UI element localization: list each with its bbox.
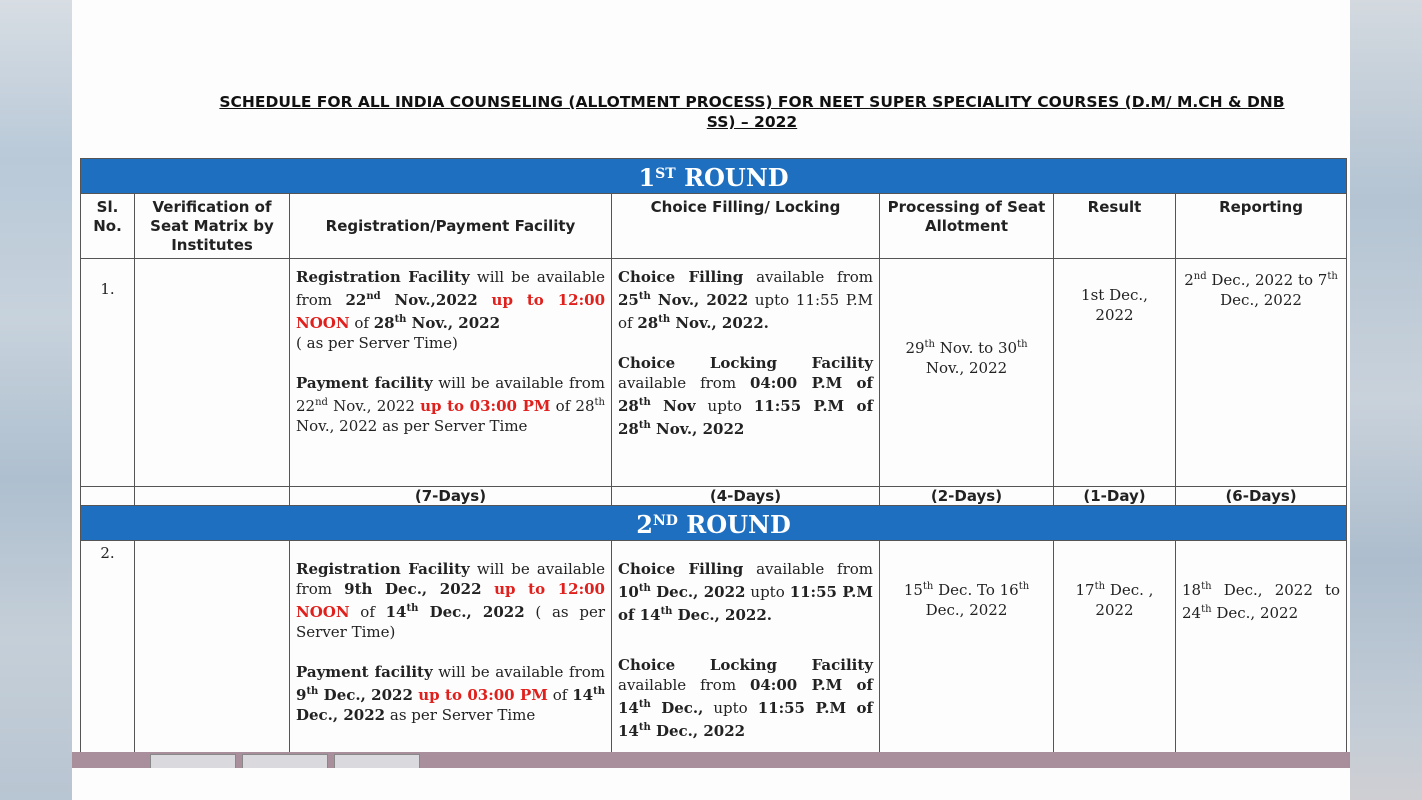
taskbar [72, 752, 1350, 768]
round-2-row [81, 541, 1347, 771]
round-1-ordinal-suffix: ST [655, 166, 676, 182]
days-processing: (2-Days) [880, 487, 1054, 506]
round-1-sl-cell [81, 259, 135, 487]
round-2-reg-cell [290, 541, 612, 771]
round-1-reg-cell [290, 259, 612, 487]
round-1-processing-text: 29th Nov. to 30th Nov., 2022 [905, 339, 1028, 377]
round-2-payment-text: Payment facility will be available from 9th Dec., 2022 up to 03:00 PM of 14th Dec., 2022 as per Server Time [296, 663, 606, 724]
round-1-choice-locking-text: Choice Locking Facility available from 04:00 P.M of 28th Nov upto 11:55 P.M of 28th Nov., 2022 [618, 354, 874, 438]
round-2-reporting-cell [1176, 541, 1347, 771]
header-row [81, 194, 1347, 259]
round-2-label: ROUND [686, 510, 791, 539]
round-1-ordinal: 1 [638, 163, 656, 192]
round-1-bar [81, 159, 1347, 194]
round-1-result-cell [1054, 259, 1176, 487]
title-line-2: SS) – 2022 [706, 113, 798, 131]
round-1-verification-cell [135, 259, 290, 487]
header-processing: Processing of Seat Allotment [880, 194, 1054, 259]
round-2-processing-text: 15th Dec. To 16th Dec., 2022 [903, 581, 1030, 619]
days-reporting: (6-Days) [1176, 487, 1347, 506]
round-2-choice-cell [612, 541, 880, 771]
round-1-choice-cell [612, 259, 880, 487]
round-2-sl-cell [81, 541, 135, 771]
round-1-label: ROUND [684, 163, 789, 192]
round-2-bar [81, 506, 1347, 541]
header-result: Result [1054, 194, 1176, 259]
round-1-sl: 1. [100, 280, 115, 298]
header-choice: Choice Filling/ Locking [612, 194, 880, 259]
page-bottom-margin [72, 768, 1350, 800]
round-2-choice-filling-text: Choice Filling available from 10th Dec., 2022 upto 11:55 P.M of 14th Dec., 2022. [618, 560, 873, 624]
header-verification: Verification of Seat Matrix by Institutes [135, 194, 290, 259]
round-1-result-text: 1st Dec., 2022 [1081, 286, 1148, 324]
title-line-1: SCHEDULE FOR ALL INDIA COUNSELING (ALLOTMENT PROCESS) FOR NEET SUPER SPECIALITY COURSES (D.M/ M.CH & DNB [219, 93, 1285, 111]
round-2-ordinal: 2 [636, 510, 653, 539]
schedule-table-wrap [80, 158, 1346, 771]
round-2-reporting-text: 18th Dec., 2022 to 24th Dec., 2022 [1182, 581, 1341, 622]
round-1-reporting-text: 2nd Dec., 2022 to 7th Dec., 2022 [1184, 271, 1338, 309]
round-1-reporting-cell [1176, 259, 1347, 487]
round-2-sl: 2. [100, 544, 115, 562]
round-2-registration-text: Registration Facility will be available from 9th Dec., 2022 up to 12:00 NOON of 14th Dec., 2022 ( as per Server Time) [296, 560, 606, 641]
days-choice: (4-Days) [612, 487, 880, 506]
header-registration: Registration/Payment Facility [290, 194, 612, 259]
round-2-processing-cell [880, 541, 1054, 771]
header-sl-no: Sl. No. [81, 194, 135, 259]
round-1-row [81, 259, 1347, 487]
background-left-blur [0, 0, 72, 800]
round-2-result-cell [1054, 541, 1176, 771]
header-reporting: Reporting [1176, 194, 1347, 259]
background-right-blur [1350, 0, 1422, 800]
round-1-processing-cell [880, 259, 1054, 487]
document-page [72, 0, 1350, 800]
days-result: (1-Day) [1054, 487, 1176, 506]
round-2-choice-locking-text: Choice Locking Facility available from 04:00 P.M of 14th Dec., upto 11:55 P.M of 14th Dec., 2022 [618, 656, 873, 740]
days-registration: (7-Days) [290, 487, 612, 506]
document-title [172, 92, 1332, 132]
round-1-days-row [81, 487, 1347, 506]
round-2-result-text: 17th Dec. , 2022 [1075, 581, 1154, 619]
round-2-verification-cell [135, 541, 290, 771]
round-1-payment-text: Payment facility will be available from 22nd Nov., 2022 up to 03:00 PM of 28th Nov., 2022 as per Server Time [296, 374, 606, 435]
round-1-registration-text: Registration Facility will be available from 22nd Nov.,2022 up to 12:00 NOON of 28th Nov., 2022 ( as per Server Time) [296, 268, 606, 352]
round-2-ordinal-suffix: ND [652, 513, 678, 529]
round-1-choice-filling-text: Choice Filling available from 25th Nov., 2022 upto 11:55 P.M of 28th Nov., 2022. [618, 268, 873, 332]
schedule-table [80, 158, 1347, 771]
